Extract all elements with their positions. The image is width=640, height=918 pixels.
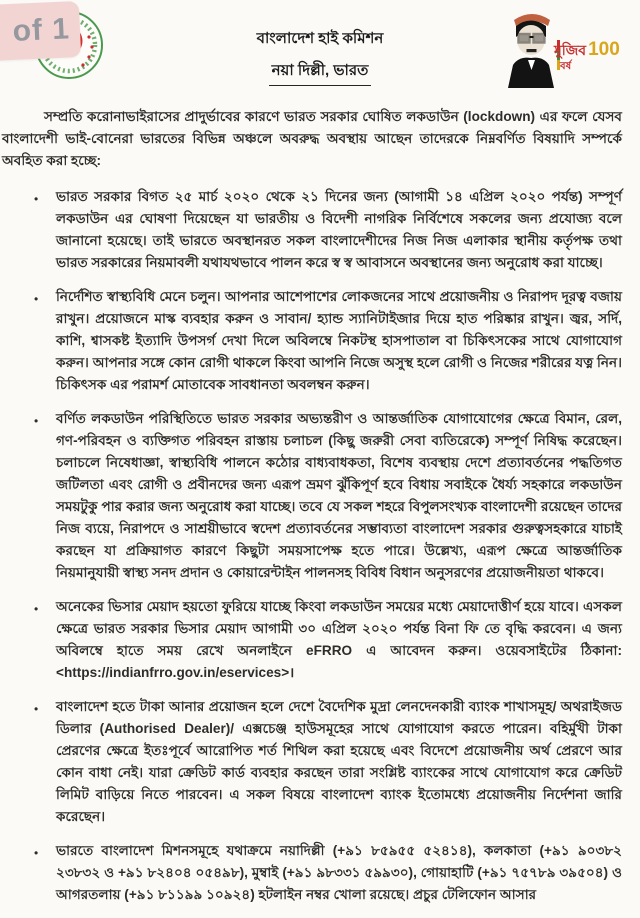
bullet-item xyxy=(0,840,640,906)
bullet-list xyxy=(0,186,640,906)
bullet-item xyxy=(0,186,640,274)
bullet-dot-icon xyxy=(34,701,46,828)
bullet-text: ভারতে বাংলাদেশ মিশনসমূহে যথাক্রমে নয়াদিল্লী (+৯১ ৮৫৯৫৫ ৫২৪১৪), কলকাতা (+৯১ ৯০৩৮২ ২৩৮৩২ ও +৯১ ৮২৪০৪ ০৫৪৯৮), মুম্বাই (+৯১ ৯৮৩৩১ ৫৯৯৩০), গোয়াহাটি (+৯১ ৭৫৭৮৯ ৩৯৫০৪) ও আগরতলায় (+৯১ ৮১১৯৯ ১০৯২৪) হটলাইন নম্বর খোলা রয়েছে। প্রচুর টেলিফোন আসার xyxy=(56,843,622,902)
mujib-portrait-icon xyxy=(502,10,562,88)
bullet-dot-icon xyxy=(34,291,46,396)
mujib-logo-word1: মুজিব xyxy=(554,42,587,58)
bullet-text: বাংলাদেশ হতে টাকা আনার প্রয়োজন হলে দেশে বৈদেশিক মুদ্রা লেনদেনকারী ব্যাংক শাখাসমূহ/ অথরাইজড ডিলার (Authorised Dealer)/ এক্সচেঞ্জ হাউসমূহের সাথে যোগাযোগ করতে পারেন। বহির্মুখী টাকা প্রেরণের ক্ষেত্রে ইতঃপূর্বে আরোপিত শর্ত শিথিল করা হয়েছে এবং বিদেশে প্রয়োজনীয় অর্থ প্রেরণে আর কোন বাধা নেই। যারা ক্রেডিট কার্ড ব্যবহার করছেন তারা সংশ্লিষ্ট ব্যাংকের সাথে যোগাযোগ করে ক্রেডিট লিমিট বাড়িয়ে নিতে পারবেন। এ সকল বিষয়ে বাংলাদেশ ব্যাংক ইতোমধ্যে প্রয়োজনীয় নির্দেশনা জারি করেছেন। xyxy=(56,699,622,824)
intro-paragraph: সম্প্রতি করোনাভাইরাসের প্রাদুর্ভাবের কারণে ভারত সরকার ঘোষিত লকডাউন (lockdown) এর ফলে যেসব বাংলাদেশী ভাই-বোনেরা ভারতের বিভিন্ন অঞ্চলে অবরুদ্ধ অবস্থায় আছেন তাদেরকে নিম্নবর্ণিত বিষয়াদি সম্পর্কে অবহিত করা হচ্ছে: xyxy=(2,109,622,168)
bullet-text: বর্ণিত লকডাউন পরিস্থিতিতে ভারত সরকার অভ্যন্তরীণ ও আন্তর্জাতিক যোগাযোগের ক্ষেত্রে বিমান, রেল, গণ-পরিবহন ও ব্যক্তিগত পরিবহন রাস্তায় চলাচল (কিছু জরুরী সেবা ব্যতিরেকে) সম্পূর্ণ নিষিদ্ধ করেছেন। চলাচলে নিষেধাজ্ঞা, স্বাস্থ্যবিধি পালনে কঠোর বাধ্যবাধকতা, বিশেষ ব্যবস্থায় দেশে প্রত্যাবর্তনের পদ্ধতিগত জটিলতা এবং রোগী ও প্রবীনদের জন্য এরূপ ভ্রমণ ঝুঁকিপূর্ণ হবে বিধায় সবাইকে ধৈর্য্য সহকারে লকডাউন সময়টুকু পার করার জন্য অনুরোধ করা যাচ্ছে। তবে যে সকল শহরে বিপুলসংখ্যক বাংলাদেশী রয়েছেন তাদের নিজ ব্যয়ে, নিরাপদে ও সাশ্রয়ীভাবে স্বদেশ প্রত্যাবর্তনের সম্ভাব্যতা বাংলাদেশ সরকার গুরুত্বসহকারে যাচাই করছেন যা প্রক্রিয়াগত কারণে কিছুটা সময়সাপেক্ষ হতে পারে। উল্লেখ্য, এরূপ ক্ষেত্রে আন্তর্জাতিক নিয়মানুযায়ী স্বাস্থ্য সনদ প্রদান ও কোয়ারেন্টাইন পালনসহ বিবিধ বিধান অনুসরণের প্রয়োজনীয়তা থাকবে। xyxy=(56,411,622,580)
mujib-logo-wordmark xyxy=(554,40,620,72)
page-indicator-badge xyxy=(0,1,81,61)
mission-title: বাংলাদেশ হাই কমিশন xyxy=(256,30,384,47)
bullet-dot-icon xyxy=(34,845,46,906)
bullet-text: ভারত সরকার বিগত ২৫ মার্চ ২০২০ থেকে ২১ দিনের জন্য (আগামী ১৪ এপ্রিল ২০২০ পর্যন্ত) সম্পূর্ণ লকডাউন এর ঘোষণা দিয়েছেন যা ভারতীয় ও বিদেশী নাগরিক নির্বিশেষে সকলের জন্য প্রযোজ্য বলে জানানো হয়েছে। তাই ভারতে অবস্থানরত সকল বাংলাদেশীদের নিজ নিজ এলাকার স্থানীয় কর্তৃপক্ষ তথা ভারত সরকারের নিয়মাবলী যথাযথভাবে পালন করে স্ব স্ব আবাসনে অবস্থানের জন্য অনুরোধ করা যাচ্ছে। xyxy=(56,189,622,270)
bullet-dot-icon xyxy=(34,601,46,684)
bullet-text: অনেকের ভিসার মেয়াদ হয়তো ফুরিয়ে যাচ্ছে কিংবা লকডাউন সময়ের মধ্যে মেয়াদোত্তীর্ণ হয়ে যাবে। এসকল ক্ষেত্রে ভারত সরকার ভিসার মেয়াদ আগামী ৩০ এপ্রিল ২০২০ পর্যন্ত বিনা ফি তে বৃদ্ধি করবেন। এ জন্য অবিলম্বে হাতে সময় রেখে অনলাইনে eFRRO এ আবেদন করুন। ওয়েবসাইটের ঠিকানা: <https://indianfrro.gov.in/eservices>। xyxy=(56,599,622,680)
mujib-100-logo xyxy=(496,10,622,92)
bullet-item xyxy=(0,408,640,584)
bullet-item xyxy=(0,696,640,828)
bullet-item xyxy=(0,596,640,684)
bullet-dot-icon xyxy=(34,191,46,274)
mujib-logo-word2: বর্ষ xyxy=(560,61,572,72)
bullet-item xyxy=(0,286,640,396)
bullet-dot-icon xyxy=(34,413,46,584)
bullet-text: নির্দেশিত স্বাস্থ্যবিধি মেনে চলুন। আপনার আশেপাশের লোকজনের সাথে প্রয়োজনীয় ও নিরাপদ দূরত্ব বজায় রাখুন। প্রয়োজনে মাস্ক ব্যবহার করুন ও সাবান/ হ্যান্ড স্যানিটাইজার দিয়ে হাত পরিষ্কার রাখুন। জ্বর, সর্দি, কাশি, শ্বাসকষ্ট ইত্যাদি উপসর্গ দেখা দিলে অবিলম্বে নিকটস্থ হাসপাতাল বা চিকিৎসকের সাথে যোগাযোগ করুন। আপনার সঙ্গে কোন রোগী থাকলে কিংবা আপনি নিজে অসুস্থ হলে রোগী ও নিজের শরীরের যত্ন নিন। চিকিৎসক এর পরামর্শ মোতাবেক সাবধানতা অবলম্বন করুন। xyxy=(56,289,622,392)
notice-body xyxy=(0,106,640,918)
mission-location: নয়া দিল্লী, ভারত xyxy=(269,59,372,86)
page-indicator-text: of 1 xyxy=(11,12,71,48)
mujib-logo-number: 100 xyxy=(588,39,620,60)
